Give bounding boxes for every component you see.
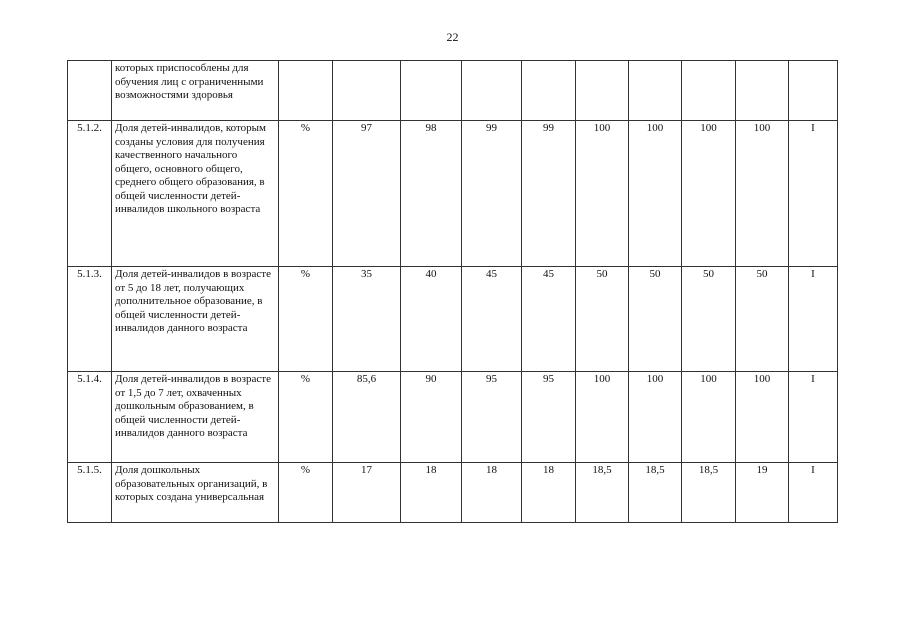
value-cell: 95 <box>462 372 522 463</box>
unit-cell: % <box>279 121 333 267</box>
value-cell: 18 <box>522 463 576 523</box>
row-number-cell <box>68 61 112 121</box>
value-cell: 85,6 <box>333 372 401 463</box>
value-cell: 50 <box>576 267 629 372</box>
value-cell: 18 <box>462 463 522 523</box>
value-cell: 18 <box>401 463 462 523</box>
value-cell: 35 <box>333 267 401 372</box>
value-cell: 19 <box>736 463 789 523</box>
indicator-type-cell: I <box>789 463 838 523</box>
value-cell <box>462 61 522 121</box>
value-cell: 100 <box>682 372 736 463</box>
value-cell <box>522 61 576 121</box>
value-cell: 95 <box>522 372 576 463</box>
table-row <box>68 61 838 121</box>
value-cell: 40 <box>401 267 462 372</box>
value-cell <box>401 61 462 121</box>
indicator-description-cell: которых приспособлены для обучения лиц с ограниченными возможностями здоровья <box>112 61 279 121</box>
unit-cell: % <box>279 267 333 372</box>
value-cell: 100 <box>682 121 736 267</box>
indicators-table <box>67 60 838 523</box>
indicator-type-cell: I <box>789 121 838 267</box>
value-cell: 45 <box>462 267 522 372</box>
value-cell <box>629 61 682 121</box>
value-cell: 45 <box>522 267 576 372</box>
indicator-type-cell: I <box>789 267 838 372</box>
value-cell: 99 <box>462 121 522 267</box>
row-number-cell: 5.1.5. <box>68 463 112 523</box>
value-cell: 100 <box>576 372 629 463</box>
indicator-description-cell: Доля детей-инвалидов в возрасте от 5 до 18 лет, получающих дополнительное образование, в общей численности детей-инвалидов данного возраста <box>112 267 279 372</box>
value-cell: 50 <box>629 267 682 372</box>
value-cell: 18,5 <box>682 463 736 523</box>
value-cell <box>333 61 401 121</box>
indicator-type-cell <box>789 61 838 121</box>
row-number-cell: 5.1.2. <box>68 121 112 267</box>
table-row <box>68 463 838 523</box>
value-cell: 100 <box>736 121 789 267</box>
value-cell <box>682 61 736 121</box>
table-row <box>68 372 838 463</box>
value-cell <box>736 61 789 121</box>
row-number-cell: 5.1.4. <box>68 372 112 463</box>
value-cell: 100 <box>629 372 682 463</box>
indicator-type-cell: I <box>789 372 838 463</box>
table-row <box>68 267 838 372</box>
indicator-description-cell: Доля детей-инвалидов, которым созданы условия для получения качественного начального общего, основного общего, среднего общего образования, в общей численности детей-инвалидов школьного возраста <box>112 121 279 267</box>
unit-cell: % <box>279 463 333 523</box>
value-cell: 100 <box>629 121 682 267</box>
table-row <box>68 121 838 267</box>
unit-cell: % <box>279 372 333 463</box>
value-cell: 18,5 <box>629 463 682 523</box>
unit-cell <box>279 61 333 121</box>
value-cell <box>576 61 629 121</box>
value-cell: 90 <box>401 372 462 463</box>
value-cell: 99 <box>522 121 576 267</box>
value-cell: 50 <box>736 267 789 372</box>
value-cell: 100 <box>736 372 789 463</box>
value-cell: 50 <box>682 267 736 372</box>
value-cell: 17 <box>333 463 401 523</box>
value-cell: 18,5 <box>576 463 629 523</box>
value-cell: 97 <box>333 121 401 267</box>
indicator-description-cell: Доля дошкольных образовательных организаций, в которых создана универсальная <box>112 463 279 523</box>
row-number-cell: 5.1.3. <box>68 267 112 372</box>
page-number: 22 <box>446 30 459 44</box>
indicator-description-cell: Доля детей-инвалидов в возрасте от 1,5 до 7 лет, охваченных дошкольным образованием, в общей численности детей-инвалидов данного возраста <box>112 372 279 463</box>
value-cell: 100 <box>576 121 629 267</box>
value-cell: 98 <box>401 121 462 267</box>
